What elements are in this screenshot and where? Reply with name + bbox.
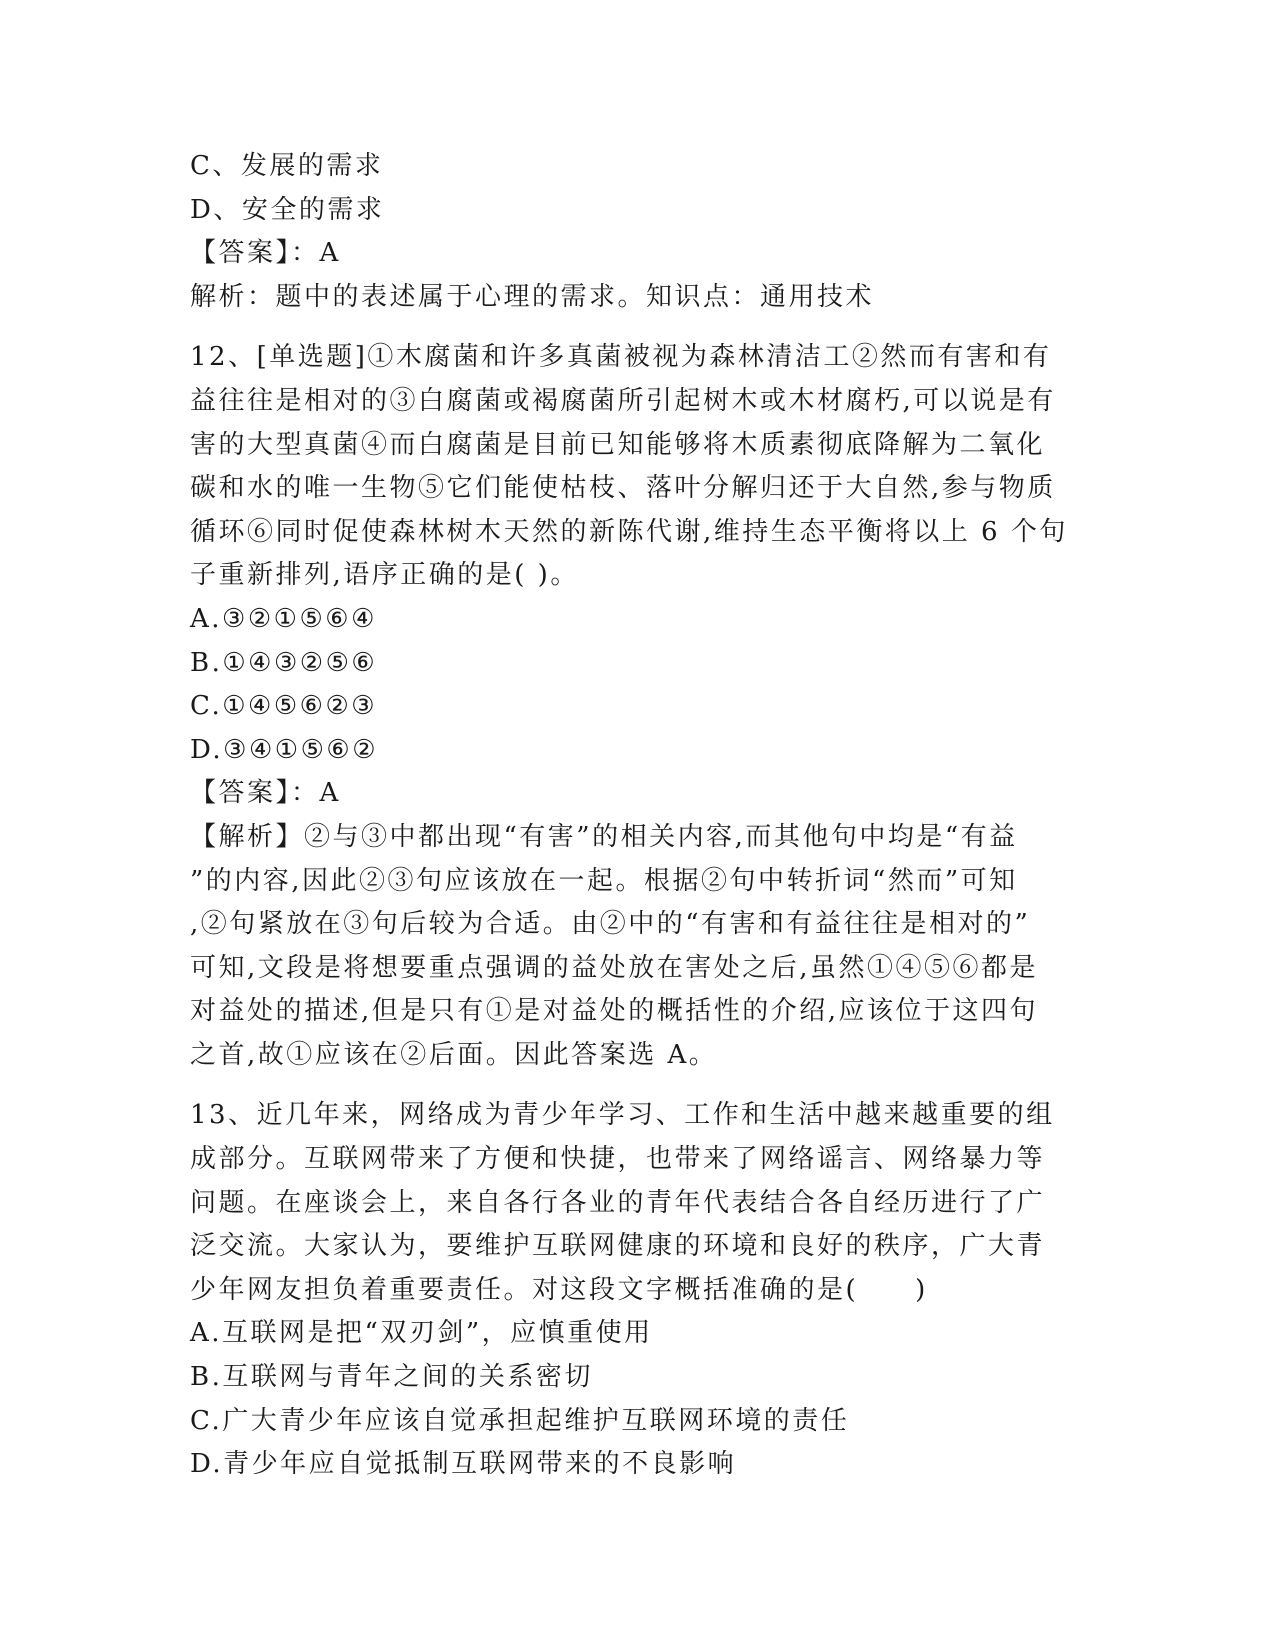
analysis-line: 可知,文段是将想要重点强调的益处放在害处之后,虽然①④⑤⑥都是 xyxy=(190,952,1039,983)
question-stem-line: 碳和水的唯一生物⑤它们能使枯枝、落叶分解归还于大自然,参与物质 xyxy=(190,473,1056,504)
option-c: C.①④⑤⑥②③ xyxy=(190,691,378,722)
option-c: C、发展的需求 xyxy=(190,151,384,181)
question-12 xyxy=(190,336,1090,1077)
question-stem-line: 13、近几年来，网络成为青少年学习、工作和生活中越来越重要的组 xyxy=(190,1100,1055,1131)
option-a: A.③②①⑤⑥④ xyxy=(190,603,377,634)
question-stem-line: 益往往是相对的③白腐菌或褐腐菌所引起树木或木材腐朽,可以说是有 xyxy=(190,385,1056,416)
analysis-line: ,②句紧放在③句后较为合适。由②中的“有害和有益往往是相对的” xyxy=(190,909,1031,940)
answer-label: 【答案】：A xyxy=(190,778,341,809)
question-stem-line: 子重新排列,语序正确的是( )。 xyxy=(190,560,579,591)
question-stem-line: 问题。在座谈会上，来自各行各业的青年代表结合各自经历进行了广 xyxy=(190,1187,1046,1218)
option-d: D、安全的需求 xyxy=(190,194,385,225)
question-stem-line: 少年网友担负着重要责任。对这段文字概括准确的是( ) xyxy=(190,1274,928,1305)
question-11-tail xyxy=(190,145,1090,319)
question-stem-line: 害的大型真菌④而白腐菌是目前已知能够将木质素彻底降解为二氧化 xyxy=(190,429,1046,460)
answer-label: 【答案】：A xyxy=(190,238,341,269)
document-page xyxy=(190,145,1090,1487)
question-13 xyxy=(190,1094,1090,1486)
question-stem-line: 循环⑥同时促使森林树木天然的新陈代谢,维持生态平衡将以上 6 个句 xyxy=(190,516,1068,547)
analysis-line: 对益处的描述,但是只有①是对益处的概括性的介绍,应该位于这四句 xyxy=(190,996,1039,1027)
option-d: D.③④①⑤⑥② xyxy=(190,734,379,765)
option-c: C.广大青少年应该自觉承担起维护互联网环境的责任 xyxy=(190,1405,850,1436)
question-stem-line: 成部分。互联网带来了方便和快捷，也带来了网络谣言、网络暴力等 xyxy=(190,1144,1046,1175)
option-b: B.互联网与青年之间的关系密切 xyxy=(190,1362,593,1393)
question-stem-line: 泛交流。大家认为，要维护互联网健康的环境和良好的秩序，广大青 xyxy=(190,1231,1046,1262)
analysis-line: 【解析】②与③中都出现“有害”的相关内容,而其他句中均是“有益 xyxy=(190,821,1018,852)
question-stem-line: 12、[单选题]①木腐菌和许多真菌被视为森林清洁工②然而有害和有 xyxy=(190,342,1052,373)
analysis-line: ”的内容,因此②③句应该放在一起。根据②句中转折词“然而”可知 xyxy=(190,865,1018,896)
analysis-line: 之首,故①应该在②后面。因此答案选 A。 xyxy=(190,1039,718,1070)
analysis-text: 解析：题中的表述属于心理的需求。知识点：通用技术 xyxy=(190,281,875,312)
option-a: A.互联网是把“双刃剑”，应慎重使用 xyxy=(190,1318,653,1349)
option-b: B.①④③②⑤⑥ xyxy=(190,647,378,678)
option-d: D.青少年应自觉抵制互联网带来的不良影响 xyxy=(190,1449,737,1480)
